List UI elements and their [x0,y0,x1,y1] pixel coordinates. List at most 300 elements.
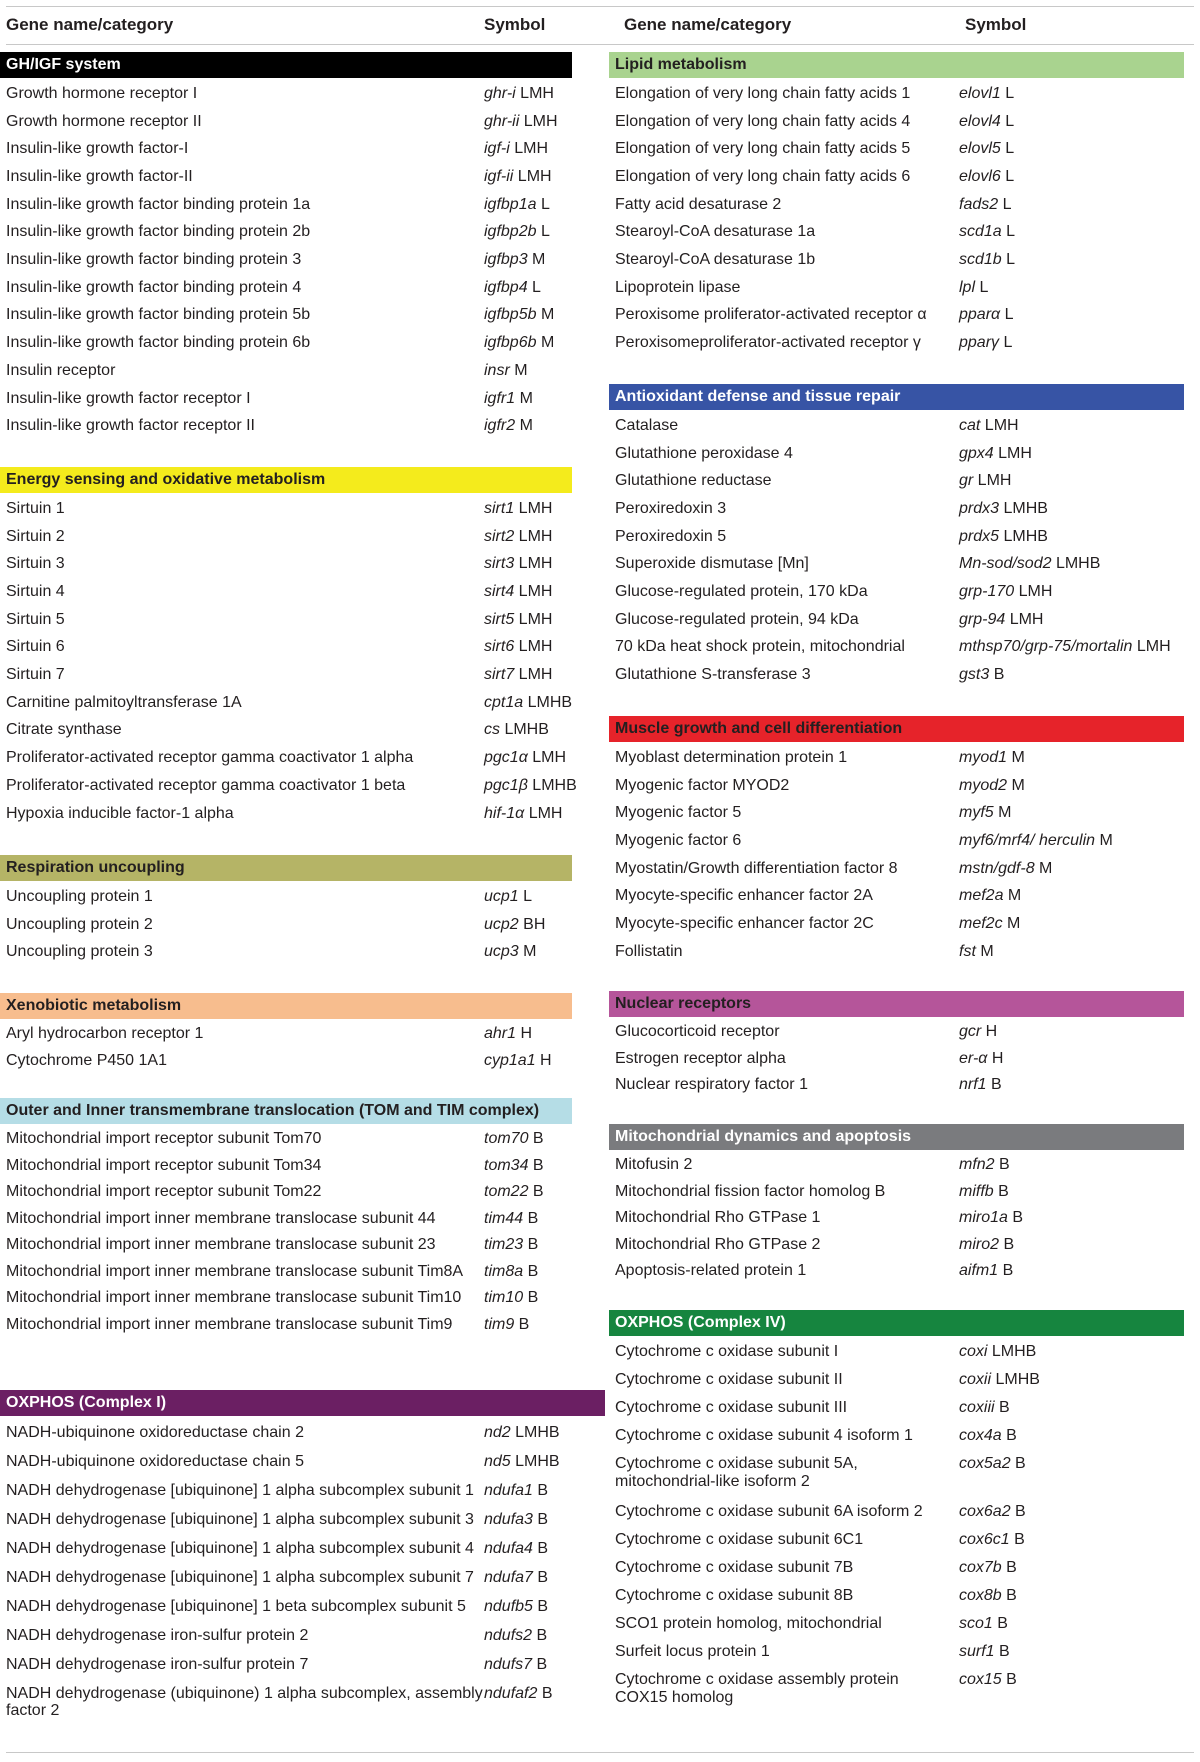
gene-row [0,1592,605,1621]
gene-name: NADH dehydrogenase (ubiquinone) 1 alpha subcomplex, assembly [6,1684,483,1702]
gene-name: Catalase [615,416,679,434]
category-band: Respiration uncoupling [0,855,572,881]
gene-name: Peroxisome proliferator-activated receptor α [615,306,927,324]
gene-name: Proliferator-activated receptor gamma coactivator 1 beta [6,776,406,794]
gene-symbol: igfr2 M [484,417,533,435]
gene-row [609,1258,1184,1285]
gene-row [609,1019,1184,1046]
category-band: OXPHOS (Complex IV) [609,1310,1184,1336]
gene-name: NADH dehydrogenase [ubiquinone] 1 alpha subcomplex subunit 1 [6,1481,474,1499]
gene-symbol: cox7b B [959,1559,1017,1576]
gene-symbol: sirt1 LMH [484,499,553,517]
gene-symbol: mef2a M [959,887,1022,905]
gene-name: NADH dehydrogenase [ubiquinone] 1 beta subcomplex subunit 5 [6,1597,466,1615]
gene-row [609,799,1184,827]
gene-name: Proliferator-activated receptor gamma coactivator 1 alpha [6,749,414,767]
gene-name: Glutathione reductase [615,472,772,490]
gene-name: Mitochondrial import receptor subunit Tom34 [6,1156,322,1174]
gene-row [0,1259,572,1286]
gene-row [0,689,572,717]
left-section-4 [0,993,572,1074]
gene-row [0,1048,572,1075]
gene-name: Sirtuin 1 [6,499,65,517]
gene-row [609,1610,1184,1638]
header-gene-right: Gene name/category [624,15,792,34]
gene-symbol: hif-1α LMH [484,804,563,822]
gene-name: Mitochondrial import inner membrane translocase subunit Tim8A [6,1262,464,1280]
gene-name: Growth hormone receptor I [6,84,198,102]
gene-row [0,550,572,578]
gene-symbol: cox15 B [959,1671,1017,1688]
gene-symbol: scd1b L [959,251,1016,269]
gene-name: Lipoprotein lipase [615,278,741,296]
gene-name: NADH dehydrogenase [ubiquinone] 1 alpha subcomplex subunit 3 [6,1510,474,1528]
gene-name: Cytochrome P450 1A1 [6,1051,167,1069]
gene-symbol: miro2 B [959,1235,1015,1253]
gene-row [609,108,1184,136]
gene-name: Sirtuin 7 [6,666,65,684]
gene-symbol: miro1a B [959,1209,1024,1227]
gene-symbol: myf5 M [959,804,1012,822]
right-section-4 [609,991,1184,1099]
gene-symbol: cox6a2 B [959,1503,1026,1520]
gene-row [609,1498,1184,1526]
gene-row [609,219,1184,247]
category-band: Nuclear receptors [609,991,1184,1017]
gene-name: Carnitine palmitoyltransferase 1A [6,693,242,711]
category-band: Antioxidant defense and tissue repair [609,384,1184,410]
gene-name: NADH dehydrogenase iron-sulfur protein 7 [6,1655,309,1673]
gene-name: Insulin-like growth factor binding protein 2b [6,223,311,241]
gene-symbol: elovl4 L [959,112,1015,130]
gene-symbol: ndufs2 B [484,1626,548,1644]
gene-row [609,744,1184,772]
gene-name: Glutathione peroxidase 4 [615,444,793,462]
gene-symbol: pparα L [959,306,1014,324]
gene-symbol: tom34 B [484,1156,544,1174]
gene-name: Uncoupling protein 1 [6,887,153,905]
right-section-6 [609,1310,1184,1714]
gene-symbol: igfbp5b M [484,306,555,324]
gene-row [609,634,1184,662]
gene-name: Myogenic factor 6 [615,831,742,849]
gene-row [0,800,572,828]
gene-row [609,523,1184,551]
gene-row [609,1232,1184,1259]
gene-row [609,661,1184,689]
gene-row [0,606,572,634]
gene-row [609,910,1184,938]
gene-row [0,1179,572,1206]
gene-symbol: ucp3 M [484,943,537,961]
gene-row [609,412,1184,440]
gene-row [0,329,572,357]
gene-name: Mitofusin 2 [615,1156,693,1174]
gene-row [609,606,1184,634]
gene-symbol: prdx3 LMHB [959,499,1048,517]
gene-row [0,1153,572,1180]
gene-row [0,1285,572,1312]
gene-name-line2: factor 2 [6,1702,60,1719]
gene-row [609,855,1184,883]
gene-name: Insulin-like growth factor binding protein 4 [6,278,302,296]
right-section-1 [609,52,1184,357]
gene-symbol: tim8a B [484,1262,539,1280]
gene-symbol: mthsp70/grp-75/mortalin LMH [959,638,1171,656]
gene-symbol: lpl L [959,278,989,296]
gene-row [0,1126,572,1153]
gene-row [0,1679,605,1708]
gene-row [0,80,572,108]
category-band: OXPHOS (Complex I) [0,1390,605,1416]
gene-symbol: mfn2 B [959,1156,1010,1174]
gene-symbol: tim44 B [484,1209,539,1227]
header-gene-left: Gene name/category [6,15,174,34]
gene-name: Uncoupling protein 3 [6,943,153,961]
gene-name: Cytochrome c oxidase assembly protein [615,1671,899,1688]
gene-name: Mitochondrial import receptor subunit Tom70 [6,1130,322,1148]
gene-symbol: ndufs7 B [484,1655,548,1673]
gene-symbol: aifm1 B [959,1262,1014,1280]
gene-name: Sirtuin 5 [6,610,65,628]
gene-row [0,385,572,413]
category-band: Mitochondrial dynamics and apoptosis [609,1124,1184,1150]
gene-row [609,440,1184,468]
gene-name: Peroxiredoxin 3 [615,499,727,517]
gene-name: Mitochondrial Rho GTPase 1 [615,1209,821,1227]
gene-name: Cytochrome c oxidase subunit 6C1 [615,1531,864,1548]
gene-name: Growth hormone receptor II [6,112,202,130]
gene-symbol: sirt3 LMH [484,555,553,573]
gene-symbol: sirt4 LMH [484,582,553,600]
right-section-3 [609,716,1184,966]
gene-symbol: elovl5 L [959,140,1015,158]
gene-symbol: cpt1a LMHB [484,693,573,711]
gene-row [609,1179,1184,1206]
bottom-rule [6,1752,1194,1753]
gene-row [0,1534,605,1563]
gene-row [0,1206,572,1233]
gene-symbol: mstn/gdf-8 M [959,859,1053,877]
gene-symbol: igfr1 M [484,389,533,407]
right-section-2 [609,384,1184,689]
gene-name: Fatty acid desaturase 2 [615,195,782,213]
gene-row [0,661,572,689]
gene-row [609,1394,1184,1422]
gene-row [609,1582,1184,1610]
gene-name: Cytochrome c oxidase subunit II [615,1371,843,1388]
gene-symbol: ahr1 H [484,1025,533,1043]
gene-symbol: cox8b B [959,1587,1017,1604]
gene-symbol: fads2 L [959,195,1012,213]
gene-symbol: tim10 B [484,1289,539,1307]
gene-row [0,744,572,772]
gene-name: NADH-ubiquinone oxidoreductase chain 5 [6,1452,304,1470]
gene-name: Elongation of very long chain fatty acids 1 [615,84,911,102]
header-symbol-left: Symbol [484,15,546,34]
gene-name: Citrate synthase [6,721,122,739]
gene-name: Mitochondrial import inner membrane translocase subunit Tim9 [6,1315,453,1333]
gene-symbol: Mn-sod/sod2 LMHB [959,555,1101,573]
gene-name: Hypoxia inducible factor-1 alpha [6,804,234,822]
category-band: Xenobiotic metabolism [0,993,572,1019]
gene-row [0,357,572,385]
gene-symbol: igfbp2b L [484,223,550,241]
gene-name: Mitochondrial import inner membrane translocase subunit 23 [6,1236,436,1254]
gene-name: Mitochondrial import inner membrane translocase subunit 44 [6,1209,436,1227]
gene-row [609,1072,1184,1099]
gene-name: Insulin-like growth factor binding protein 5b [6,306,311,324]
gene-row [609,467,1184,495]
gene-symbol: nd2 LMHB [484,1423,560,1441]
gene-symbol: ndufa7 B [484,1568,549,1586]
gene-name: Mitochondrial Rho GTPase 2 [615,1235,821,1253]
gene-name: Cytochrome c oxidase subunit 7B [615,1559,854,1576]
gene-name: Insulin-like growth factor binding protein 1a [6,195,311,213]
gene-row [0,1312,572,1339]
gene-row [609,246,1184,274]
gene-name: Glutathione S-transferase 3 [615,666,811,684]
gene-row [0,191,572,219]
gene-name: NADH dehydrogenase [ubiquinone] 1 alpha subcomplex subunit 4 [6,1539,474,1557]
gene-symbol: pgc1β LMHB [484,776,577,794]
gene-symbol: myod2 M [959,776,1025,794]
gene-name: Insulin-like growth factor receptor I [6,389,251,407]
header-rule [6,44,1194,45]
gene-symbol: ndufb5 B [484,1597,549,1615]
gene-name: Myoblast determination protein 1 [615,748,848,766]
gene-name: Aryl hydrocarbon receptor 1 [6,1025,204,1043]
gene-symbol: elovl6 L [959,167,1015,185]
gene-name: Stearoyl-CoA desaturase 1b [615,251,816,269]
top-rule [6,6,1194,7]
gene-name: Follistatin [615,942,683,960]
gene-name: Sirtuin 3 [6,555,65,573]
gene-symbol: ghr-ii LMH [484,112,558,130]
gene-symbol: sco1 B [959,1615,1008,1632]
gene-symbol: cox5a2 B [959,1455,1026,1472]
gene-name: Elongation of very long chain fatty acids 6 [615,167,911,185]
gene-row [609,302,1184,330]
category-band: Outer and Inner transmembrane translocation (TOM and TIM complex) [0,1098,572,1124]
gene-symbol: tim9 B [484,1315,530,1333]
gene-symbol: ndufa4 B [484,1539,549,1557]
gene-symbol: pgc1α LMH [484,749,567,767]
gene-symbol: coxi LMHB [959,1343,1037,1360]
left-section-1 [0,52,572,440]
gene-symbol: ndufa1 B [484,1481,549,1499]
gene-symbol: ndufaf2 B [484,1684,553,1702]
gene-name: Nuclear respiratory factor 1 [615,1076,808,1094]
gene-name: Elongation of very long chain fatty acids 4 [615,112,911,130]
gene-row [0,523,572,551]
gene-row [609,135,1184,163]
gene-symbol: scd1a L [959,223,1016,241]
gene-symbol: tom70 B [484,1130,544,1148]
gene-name: Mitochondrial fission factor homolog B [615,1182,886,1200]
gene-name: 70 kDa heat shock protein, mitochondrial [615,638,905,656]
gene-symbol: prdx5 LMHB [959,527,1048,545]
gene-row [609,80,1184,108]
gene-name: Insulin receptor [6,361,116,379]
header-symbol-right: Symbol [965,15,1027,34]
gene-symbol: gr LMH [959,472,1012,490]
gene-symbol: cyp1a1 H [484,1051,552,1069]
category-band: Lipid metabolism [609,52,1184,78]
gene-name: Insulin-like growth factor receptor II [6,417,255,435]
gene-row [609,1205,1184,1232]
left-section-3 [0,855,572,966]
gene-name: Insulin-like growth factor binding protein 3 [6,251,302,269]
gene-row [609,938,1184,966]
gene-symbol: miffb B [959,1182,1009,1200]
gene-symbol: grp-170 LMH [959,583,1053,601]
gene-name: Stearoyl-CoA desaturase 1a [615,223,816,241]
gene-row [0,163,572,191]
right-section-5 [609,1124,1184,1285]
gene-name: Sirtuin 4 [6,582,65,600]
left-section-6 [0,1390,605,1728]
gene-row [609,274,1184,302]
gene-row [0,219,572,247]
gene-row [0,1447,605,1476]
gene-row [609,191,1184,219]
gene-name: Myocyte-specific enhancer factor 2A [615,887,873,905]
gene-name: Insulin-like growth factor binding protein 6b [6,334,311,352]
gene-name: Glucocorticoid receptor [615,1023,780,1041]
gene-row [609,329,1184,357]
gene-symbol: gpx4 LMH [959,444,1032,462]
gene-row [0,717,572,745]
gene-name: Glucose-regulated protein, 170 kDa [615,583,868,601]
gene-row [0,108,572,136]
gene-row [609,827,1184,855]
gene-row [0,883,572,911]
gene-symbol: sirt2 LMH [484,527,553,545]
gene-name: Apoptosis-related protein 1 [615,1262,807,1280]
gene-name: NADH dehydrogenase [ubiquinone] 1 alpha subcomplex subunit 7 [6,1568,474,1586]
gene-row [0,274,572,302]
gene-row [609,772,1184,800]
gene-row [0,1232,572,1259]
gene-symbol: sirt6 LMH [484,638,553,656]
gene-row [609,163,1184,191]
gene-symbol: cs LMHB [484,721,549,739]
gene-row [609,1366,1184,1394]
gene-symbol: coxii LMHB [959,1371,1040,1388]
gene-symbol: igfbp6b M [484,334,555,352]
gene-name: Cytochrome c oxidase subunit III [615,1399,848,1416]
gene-row [609,1338,1184,1366]
gene-row [0,1650,605,1679]
gene-symbol: grp-94 LMH [959,610,1044,628]
gene-name: Sirtuin 2 [6,527,65,545]
gene-row [609,1046,1184,1073]
gene-symbol: myod1 M [959,748,1025,766]
gene-name: Cytochrome c oxidase subunit 5A, [615,1455,858,1472]
gene-row [0,1563,605,1592]
gene-name: Cytochrome c oxidase subunit 8B [615,1587,854,1604]
gene-row [0,938,572,966]
gene-symbol: sirt7 LMH [484,666,553,684]
gene-row [0,495,572,523]
gene-symbol: pparγ L [959,334,1013,352]
gene-row [0,1021,572,1048]
gene-name: Mitochondrial import receptor subunit Tom22 [6,1183,322,1201]
gene-name-line2: COX15 homolog [615,1689,734,1706]
gene-name: Myogenic factor 5 [615,804,742,822]
gene-symbol: myf6/mrf4/ herculin M [959,831,1113,849]
gene-name: Estrogen receptor alpha [615,1049,786,1067]
gene-symbol: igfbp1a L [484,195,550,213]
gene-row [0,1476,605,1505]
gene-symbol: ucp2 BH [484,915,546,933]
gene-symbol: mef2c M [959,915,1021,933]
gene-row [0,578,572,606]
gene-name: Uncoupling protein 2 [6,915,153,933]
gene-symbol: insr M [484,361,528,379]
gene-row [0,772,577,800]
gene-row [0,911,572,939]
gene-name: Peroxisomeproliferator-activated receptor γ [615,334,921,352]
gene-symbol: fst M [959,942,994,960]
gene-name: Cytochrome c oxidase subunit I [615,1343,839,1360]
gene-symbol: cox4a B [959,1427,1017,1444]
gene-symbol: igfbp4 L [484,278,541,296]
gene-name: Myocyte-specific enhancer factor 2C [615,915,874,933]
gene-symbol: ghr-i LMH [484,84,554,102]
category-band: GH/IGF system [0,52,572,78]
gene-row [609,1526,1184,1554]
gene-name: Myostatin/Growth differentiation factor 8 [615,859,898,877]
gene-row [609,1422,1184,1450]
gene-name: Peroxiredoxin 5 [615,527,727,545]
gene-name: Cytochrome c oxidase subunit 6A isoform 2 [615,1503,923,1520]
gene-name: Glucose-regulated protein, 94 kDa [615,610,859,628]
gene-symbol: nrf1 B [959,1076,1002,1094]
gene-row [0,1505,605,1534]
gene-name: Cytochrome c oxidase subunit 4 isoform 1 [615,1427,913,1444]
gene-row [0,246,572,274]
gene-name: Insulin-like growth factor-I [6,140,189,158]
gene-name: Mitochondrial import inner membrane translocase subunit Tim10 [6,1289,462,1307]
gene-symbol: tom22 B [484,1183,544,1201]
gene-name: SCO1 protein homolog, mitochondrial [615,1615,882,1632]
gene-row [609,1152,1184,1179]
left-section-5 [0,1098,572,1338]
gene-symbol: cox6c1 B [959,1531,1025,1548]
category-band: Energy sensing and oxidative metabolism [0,467,572,493]
gene-row [609,551,1184,579]
gene-row [0,412,572,440]
gene-name: Myogenic factor MYOD2 [615,776,790,794]
gene-name: NADH-ubiquinone oxidoreductase chain 2 [6,1423,304,1441]
gene-symbol: cat LMH [959,416,1019,434]
gene-row [0,135,572,163]
gene-symbol: gst3 B [959,666,1005,684]
gene-name: Elongation of very long chain fatty acids 5 [615,140,911,158]
gene-row [609,1638,1184,1666]
gene-symbol: elovl1 L [959,84,1015,102]
left-section-2 [0,467,577,827]
gene-symbol: gcr H [959,1023,998,1041]
gene-name-line2: mitochondrial-like isoform 2 [615,1473,810,1490]
gene-symbol: surf1 B [959,1643,1010,1660]
category-band: Muscle growth and cell differentiation [609,716,1184,742]
gene-symbol: coxiii B [959,1399,1010,1416]
gene-name: Sirtuin 6 [6,638,65,656]
gene-row [609,495,1184,523]
